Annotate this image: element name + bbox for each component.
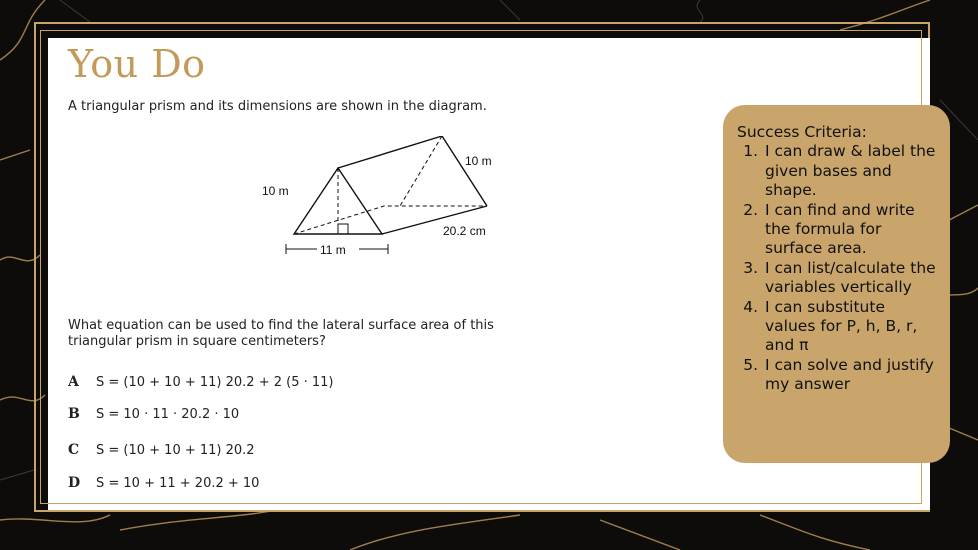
- label-base: 11 m: [320, 243, 346, 257]
- label-side: 10 m: [262, 184, 289, 198]
- prism-top-edge: [338, 136, 442, 168]
- criteria-heading: Success Criteria:: [737, 123, 867, 141]
- option-text: S = 10 + 11 + 20.2 + 10: [96, 476, 260, 491]
- option-c: [68, 442, 255, 458]
- option-letter: D: [68, 475, 81, 491]
- right-angle-marker: [338, 224, 348, 234]
- intro-text: A triangular prism and its dimensions are shown in the diagram.: [68, 99, 487, 114]
- option-letter: B: [68, 406, 80, 422]
- option-letter: C: [68, 442, 80, 458]
- criteria-item: 3. I can list/calculate the variables vertically: [763, 259, 938, 298]
- option-d: [68, 475, 259, 491]
- criteria-item: 5. I can solve and justify my answer: [763, 356, 938, 395]
- label-slant: 10 m: [465, 154, 492, 168]
- option-text: S = 10 · 11 · 20.2 · 10: [96, 407, 240, 422]
- question-text: What equation can be used to find the lateral surface area of this triangular prism in square centimeters?: [68, 318, 494, 349]
- criteria-item: 1. I can draw & label the given bases and shape.: [763, 142, 938, 200]
- option-text: S = (10 + 10 + 11) 20.2 + 2 (5 · 11): [96, 375, 334, 390]
- option-b: [68, 406, 239, 422]
- option-a: [68, 374, 334, 390]
- option-letter: A: [68, 374, 79, 390]
- slide-title: You Do: [68, 42, 206, 86]
- criteria-item: 4. I can substitute values for P, h, B, r, and π: [763, 298, 938, 356]
- criteria-item: 2. I can find and write the formula for surface area.: [763, 201, 938, 259]
- label-length: 20.2 cm: [443, 224, 486, 238]
- criteria-list: [737, 142, 938, 394]
- option-text: S = (10 + 10 + 11) 20.2: [96, 443, 255, 458]
- success-criteria-box: [723, 105, 950, 463]
- prism-back-slant: [442, 136, 487, 206]
- prism-diagram: [262, 136, 522, 266]
